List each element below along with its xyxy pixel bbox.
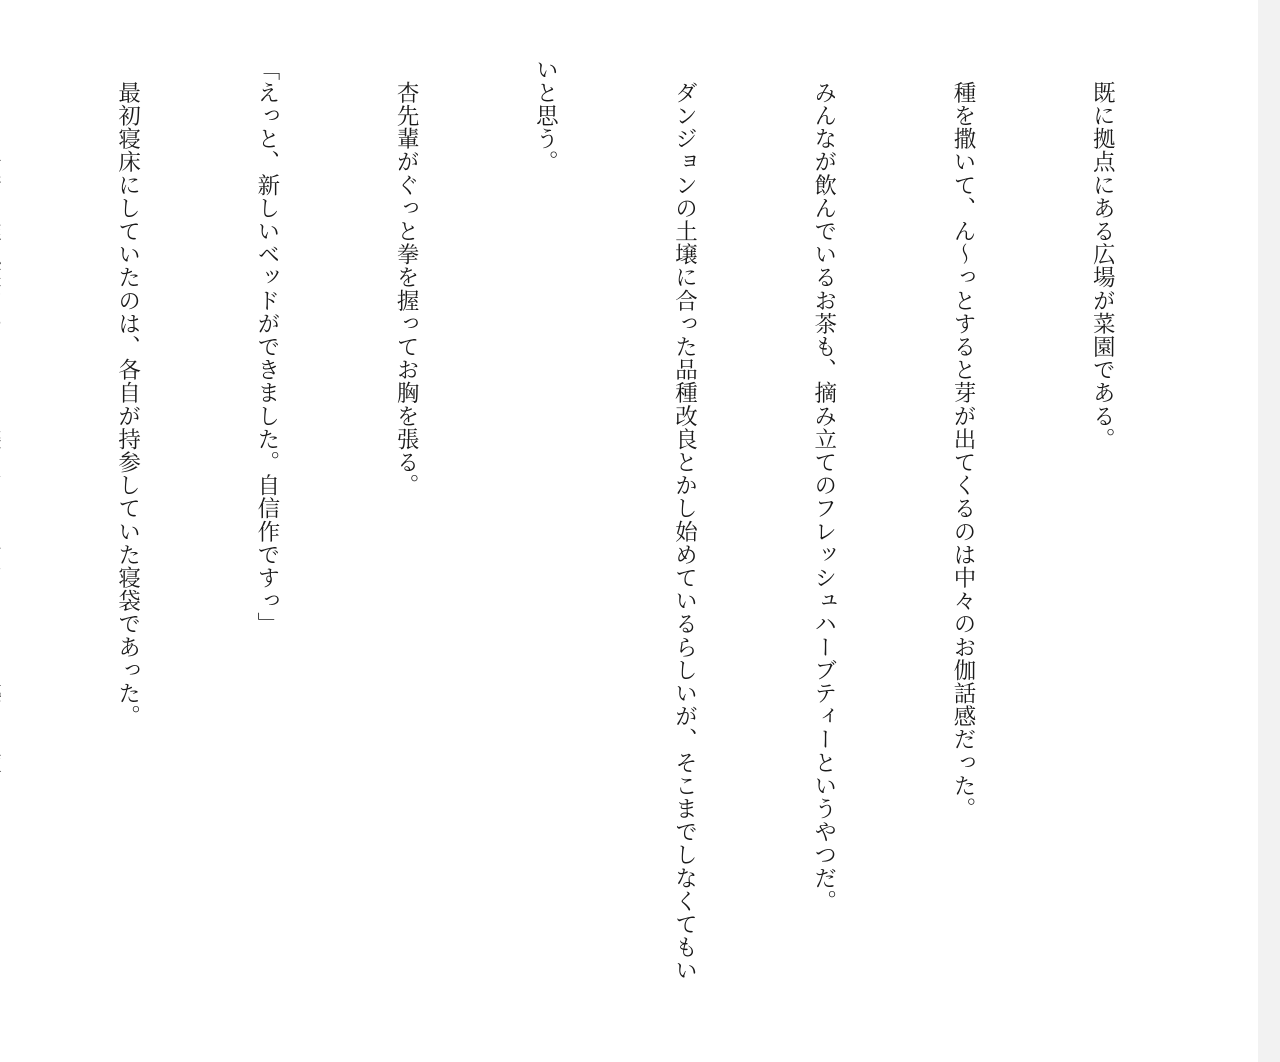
text-line: ダンジョンの土壌に合った品種改良とかし始めているらしいが、そこまでしなくてもい <box>671 58 698 982</box>
text-line <box>0 58 11 1018</box>
text-line: みんなが飲んでいるお茶も、摘み立てのフレッシュハーブティーというやつだ。 <box>810 58 837 913</box>
vertical-text-body <box>0 58 1218 1018</box>
text-line: 「えっと、新しいベッドができました。自信作ですっ」 <box>253 58 280 636</box>
text-line: いと思う。 <box>532 58 559 174</box>
page-edge-shade <box>1258 0 1280 1062</box>
text-line: 種を撒いて、ん～っとすると芽が出てくるのは中々のお伽話感だった。 <box>949 58 976 821</box>
text-line: 既に拠点にある広場が菜園である。 <box>1089 58 1116 451</box>
text-line: 杏先輩がぐっと拳を握ってお胸を張る。 <box>393 58 420 497</box>
text-line: 最初寝床にしていたのは、各自が持参していた寝袋であった。 <box>114 58 141 728</box>
